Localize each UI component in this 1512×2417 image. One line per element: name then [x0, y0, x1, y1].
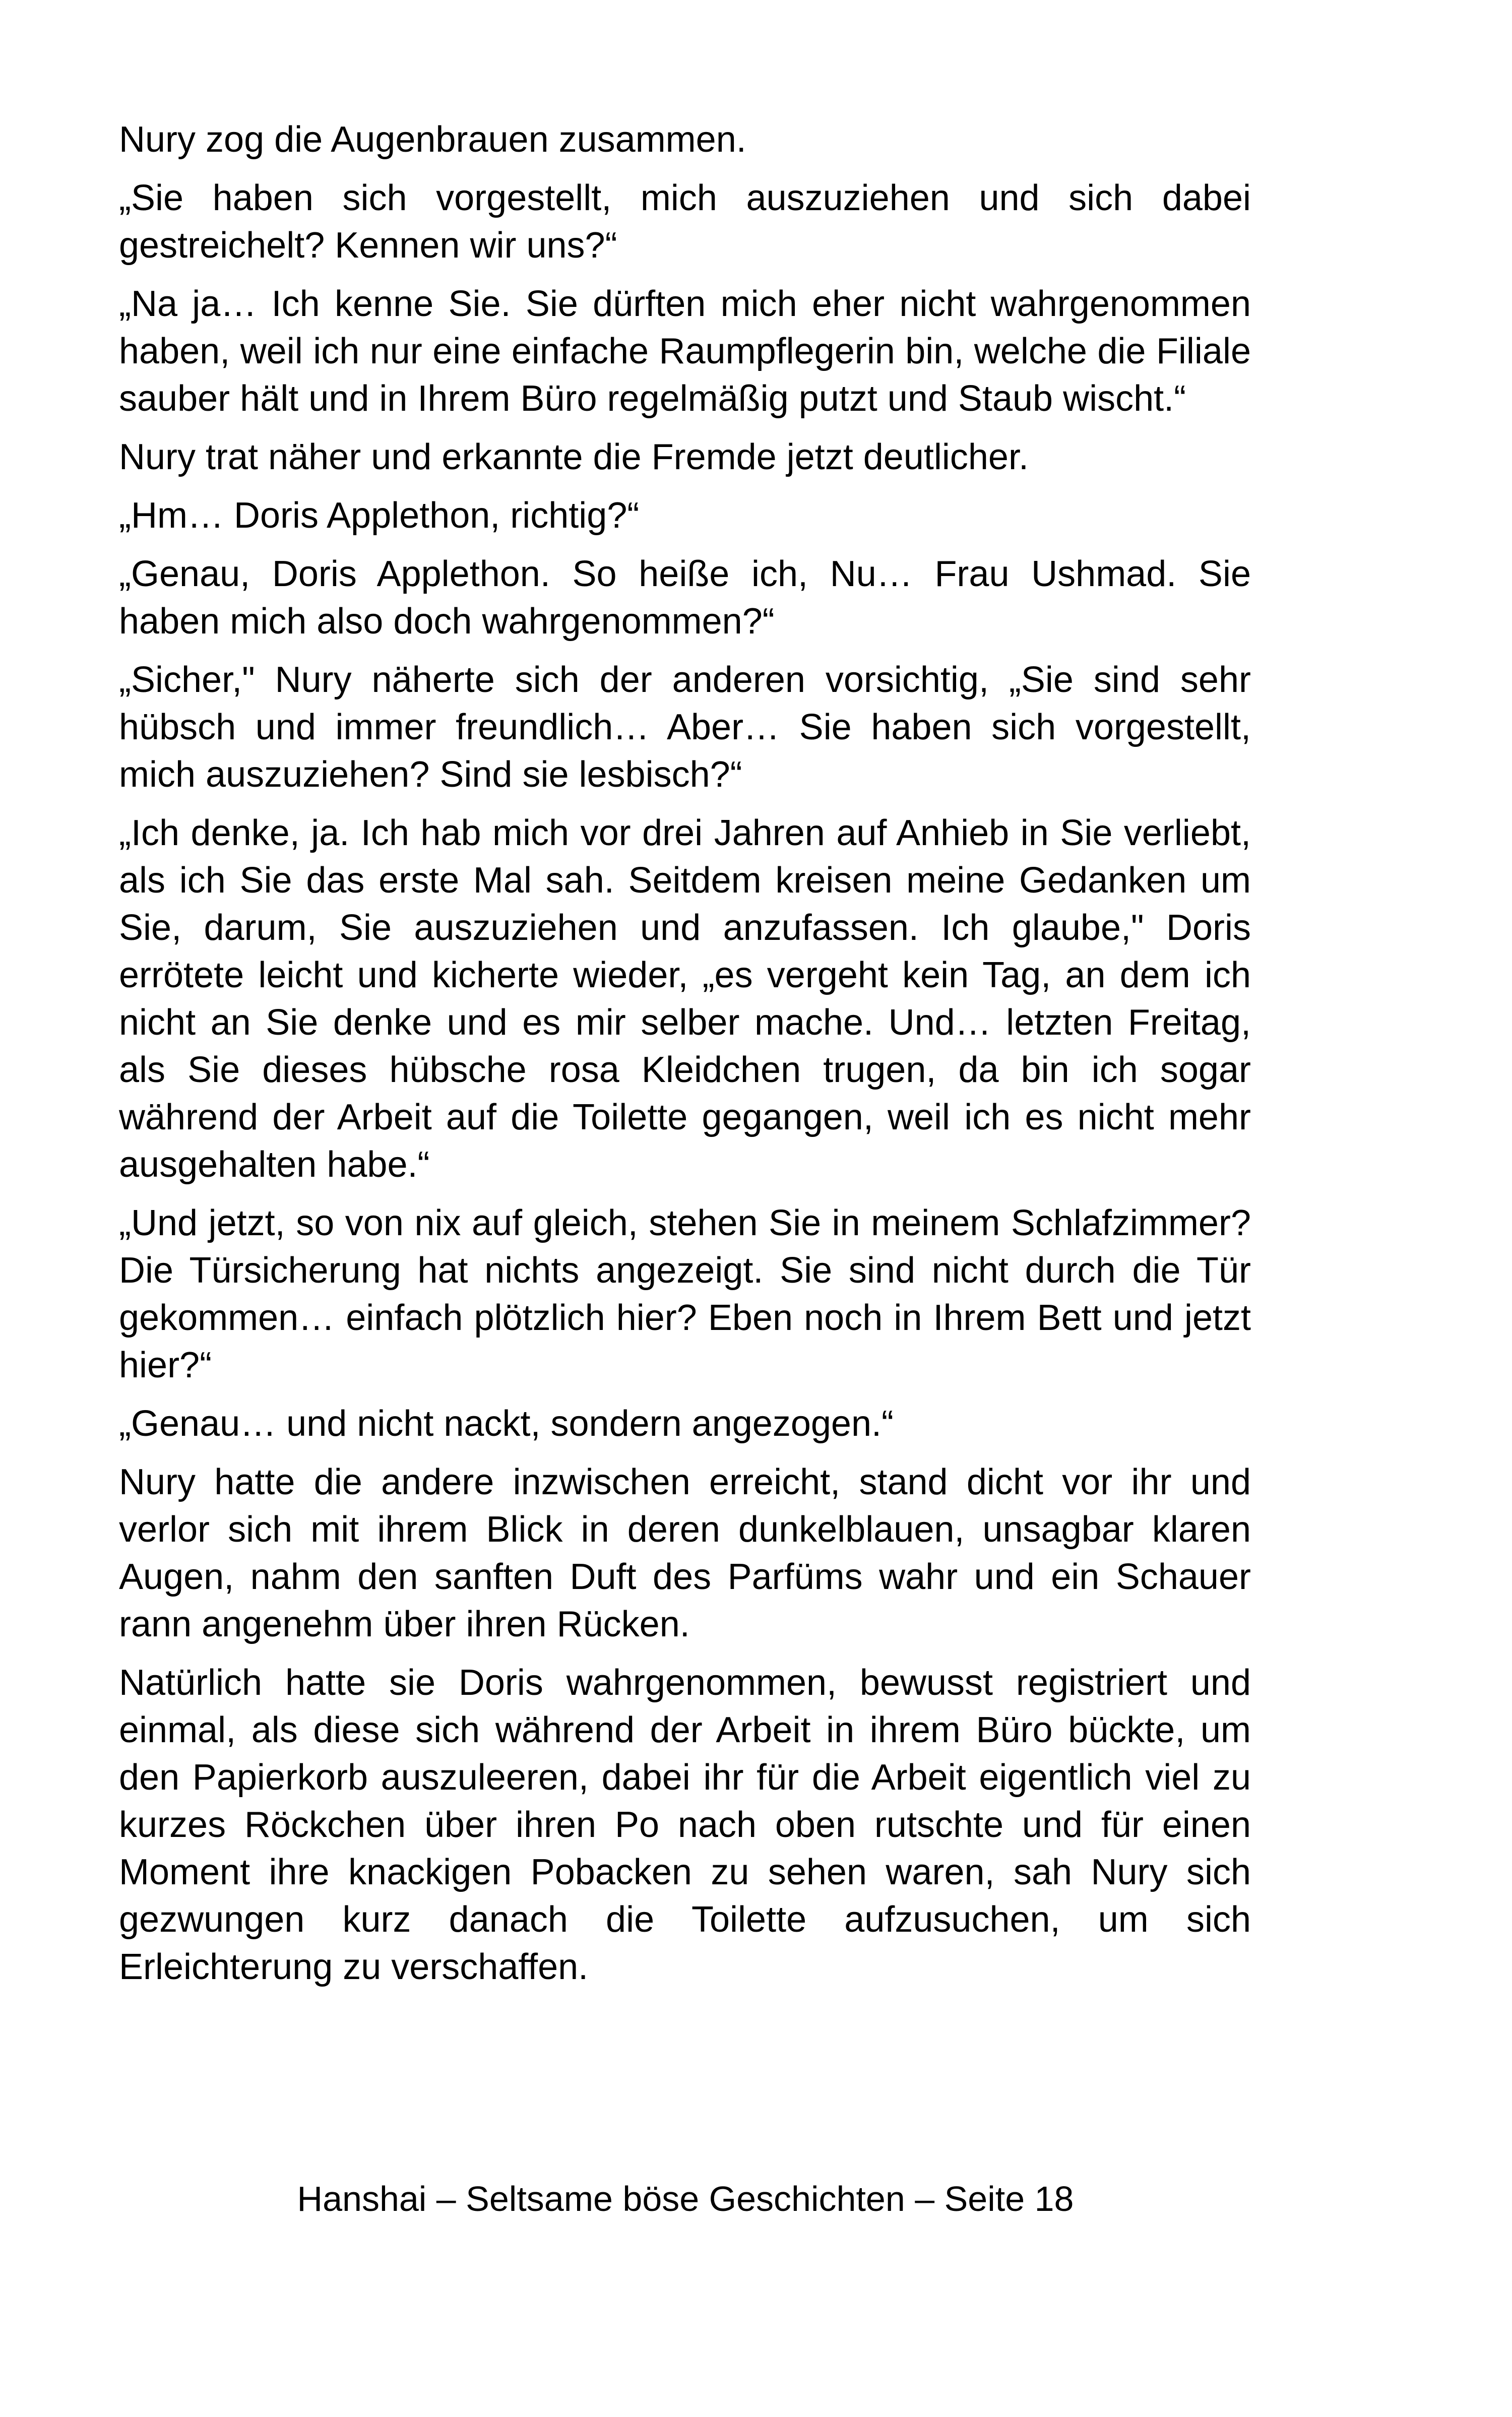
paragraph-9: „Und jetzt, so von nix auf gleich, stehen Sie in meinem Schlafzimmer? Die Türsicherung hat nichts angezeigt. Sie sind nicht durch die Tür gekommen… einfach plötzlich hier? Eben noch in Ihrem Bett und jetzt hier?“ [119, 1203, 1251, 1385]
paragraph-11: Nury hatte die andere inzwischen erreicht, stand dicht vor ihr und verlor sich mit ihrem Blick in deren dunkelblauen, unsagbar klaren Augen, nahm den sanften Duft des Parfüms wahr und ein Schauer rann angenehm über ihren Rücken. [119, 1462, 1251, 1644]
paragraph-12: Natürlich hatte sie Doris wahrgenommen, bewusst registriert und einmal, als diese sich während der Arbeit in ihrem Büro bückte, um den Papierkorb auszuleeren, dabei ihr für die Arbeit eigentlich viel zu kurzes Röckchen über ihren Po nach oben rutschte und für einen Moment ihre knackigen Pobacken zu sehen waren, sah Nury sich gezwungen kurz danach die Toilette aufzusuchen, um sich Erleichterung zu verschaffen. [119, 1663, 1251, 1987]
paragraph-7: „Sicher," Nury näherte sich der anderen vorsichtig, „Sie sind sehr hübsch und immer freundlich… Aber… Sie haben sich vorgestellt, mich auszuziehen? Sind sie lesbisch?“ [119, 660, 1251, 795]
body-text [119, 116, 1251, 2002]
paragraph-8: „Ich denke, ja. Ich hab mich vor drei Jahren auf Anhieb in Sie verliebt, als ich Sie das erste Mal sah. Seitdem kreisen meine Gedanken um Sie, darum, Sie auszuziehen und anzufassen. Ich glaube," Doris errötete leicht und kicherte wieder, „es vergeht kein Tag, an dem ich nicht an Sie denke und es mir selber mache. Und… letzten Freitag, als Sie dieses hübsche rosa Kleidchen trugen, da bin ich sogar während der Arbeit auf die Toilette gegangen, weil ich es nicht mehr ausgehalten habe.“ [119, 813, 1251, 1185]
paragraph-5: „Hm… Doris Applethon, richtig?“ [119, 495, 640, 536]
paragraph-1: Nury zog die Augenbrauen zusammen. [119, 119, 746, 160]
paragraph-3: „Na ja… Ich kenne Sie. Sie dürften mich eher nicht wahrgenommen haben, weil ich nur eine einfache Raumpflegerin bin, welche die Filiale sauber hält und in Ihrem Büro regelmäßig putzt und Staub wischt.“ [119, 284, 1251, 419]
paragraph-4: Nury trat näher und erkannte die Fremde jetzt deutlicher. [119, 437, 1029, 477]
page-footer: Hanshai – Seltsame böse Geschichten – Seite 18 [297, 2179, 1074, 2218]
paragraph-2: „Sie haben sich vorgestellt, mich auszuziehen und sich dabei gestreichelt? Kennen wir uns?“ [119, 178, 1251, 266]
paragraph-10: „Genau… und nicht nackt, sondern angezogen.“ [119, 1404, 894, 1444]
paragraph-6: „Genau, Doris Applethon. So heiße ich, Nu… Frau Ushmad. Sie haben mich also doch wahrgenommen?“ [119, 554, 1251, 642]
